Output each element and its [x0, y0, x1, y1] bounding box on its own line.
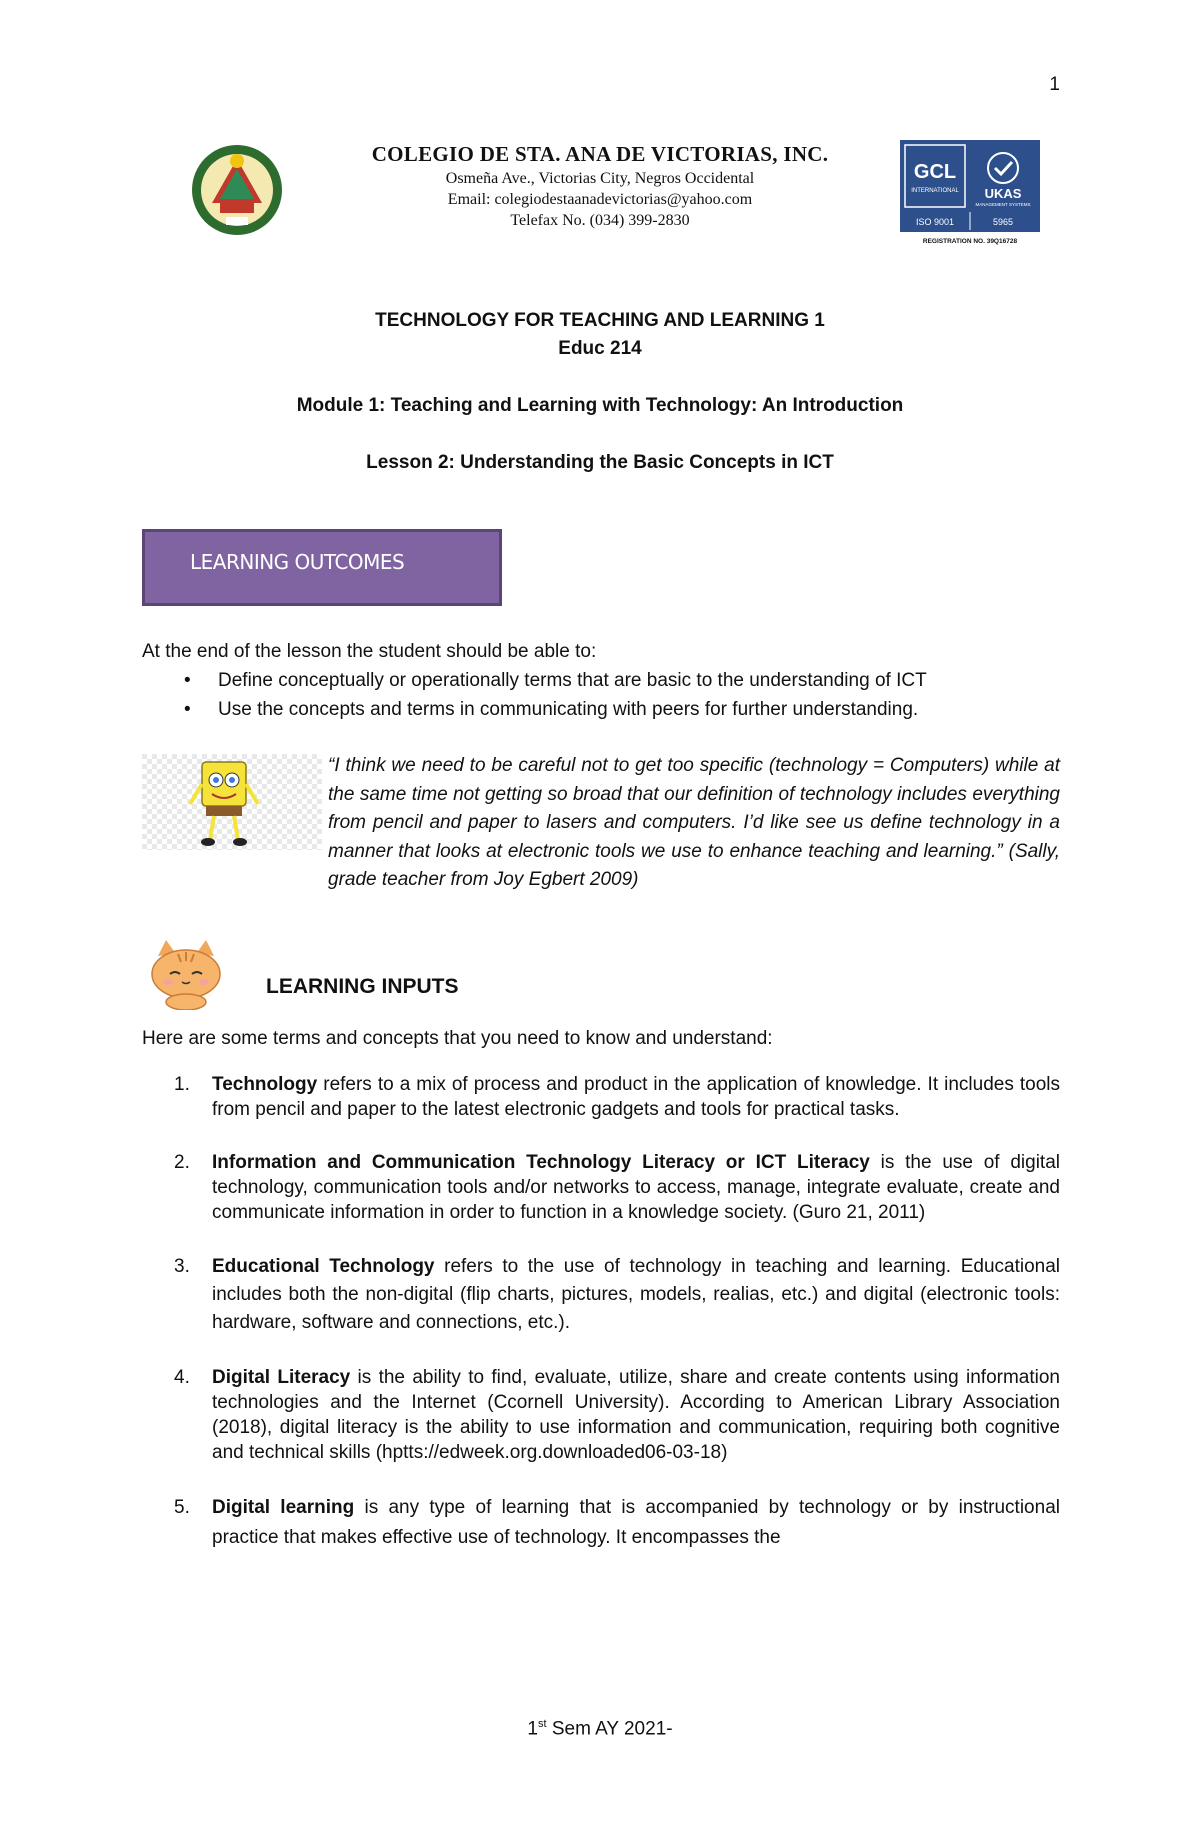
iso-certification-badge: [900, 140, 1040, 246]
footer-prefix: 1: [527, 1718, 538, 1740]
list-item: [142, 1150, 1060, 1225]
footer-suffix: Sem AY 2021-: [546, 1718, 673, 1740]
outcomes-intro: At the end of the lesson the student should be able to:: [142, 641, 597, 662]
term-name: Technology: [212, 1074, 318, 1095]
cert-ukas: UKAS: [984, 186, 1022, 201]
term-number: 5.: [174, 1497, 190, 1518]
term-definition: refers to a mix of process and product in the application of knowledge. It includes tools from pencil and paper to the latest electronic gadgets and tools for practical tasks.: [212, 1074, 1060, 1120]
term-number: 2.: [174, 1152, 190, 1173]
cert-number: 5965: [992, 217, 1014, 227]
term-definition: refers to the use of technology in teaching and learning. Educational includes both the non-digital (flip charts, pictures, models, realias, etc.) and digital (electronic tools: hardware, software and connections, etc.).: [212, 1256, 1060, 1333]
cert-gcl-sub: INTERNATIONAL: [911, 188, 959, 194]
term-name: Digital learning: [212, 1497, 355, 1518]
term-number: 3.: [174, 1256, 190, 1277]
page-number: 1: [1049, 74, 1060, 95]
school-header: [290, 142, 910, 230]
school-email: Email: colegiodestaanadevictorias@yahoo.com: [447, 191, 753, 208]
term-definition: is the ability to find, evaluate, utilize, share and create contents using information technologies and the Internet (Ccornell University). According to American Library Association (2018), digital literacy is the ability to use information and communication, requiring both cognitive and technical skills (hptts://edweek.org.downloaded06-03-18): [212, 1367, 1060, 1463]
terms-list: [142, 1072, 1060, 1581]
list-item: • Use the concepts and terms in communicating with peers for further understanding.: [142, 695, 927, 724]
list-item: [142, 1365, 1060, 1465]
course-title: TECHNOLOGY FOR TEACHING AND LEARNING 1: [375, 310, 825, 331]
cert-iso: ISO 9001: [915, 217, 955, 227]
term-name: Digital Literacy: [212, 1367, 351, 1388]
cert-registration: REGISTRATION NO. 39Q16728: [922, 238, 1018, 245]
learning-inputs-intro: Here are some terms and concepts that you need to know and understand:: [142, 1028, 773, 1049]
cert-ukas-sub: MANAGEMENT SYSTEMS: [975, 202, 1031, 207]
list-item: [142, 1072, 1060, 1122]
term-name: Information and Communication Technology Literacy or ICT Literacy: [212, 1152, 870, 1173]
school-name: COLEGIO DE STA. ANA DE VICTORIAS, INC.: [371, 142, 829, 166]
page-footer: [0, 1718, 1200, 1740]
term-definition: is any type of learning that is accompanied by technology or by instructional practice that makes effective use of technology. It encompasses the: [212, 1497, 1060, 1548]
term-number: 4.: [174, 1367, 190, 1388]
course-code: Educ 214: [558, 338, 642, 359]
list-item: • Define conceptually or operationally terms that are basic to the understanding of ICT: [142, 666, 927, 695]
outcomes-list: [142, 666, 927, 724]
cat-character-icon: [148, 940, 224, 1010]
sponge-character-icon: [142, 754, 322, 850]
footer-superscript: st: [537, 1718, 547, 1730]
learning-inputs-heading: LEARNING INPUTS: [266, 975, 459, 998]
cert-gcl: GCL: [913, 161, 957, 183]
lesson-title: Lesson 2: Understanding the Basic Concepts in ICT: [366, 452, 834, 473]
learning-outcomes-box: [142, 529, 502, 606]
term-definition: is the use of digital technology, communication tools and/or networks to access, manage, integrate evaluate, create and communicate information in order to function in a knowledge society. (Guro 21, 2011): [212, 1152, 1060, 1223]
quote-text: “I think we need to be careful not to get too specific (technology = Computers) while at the same time not getting so broad that our definition of technology includes everything from pencil and paper to lasers and computers. I’d like see us define technology in a manner that looks at electronic tools we use to enhance teaching and learning.” (Sally, grade teacher from Joy Egbert 2009): [328, 755, 1060, 890]
term-name: Educational Technology: [212, 1256, 435, 1277]
list-item: [142, 1253, 1060, 1337]
module-title: Module 1: Teaching and Learning with Technology: An Introduction: [296, 395, 904, 416]
learning-outcomes-label: LEARNING OUTCOMES: [190, 550, 405, 574]
school-address: Osmeña Ave., Victorias City, Negros Occidental: [445, 170, 755, 187]
school-telefax: Telefax No. (034) 399-2830: [510, 212, 690, 229]
list-item: [142, 1493, 1060, 1553]
school-seal-icon: [190, 143, 284, 237]
term-number: 1.: [174, 1074, 190, 1095]
